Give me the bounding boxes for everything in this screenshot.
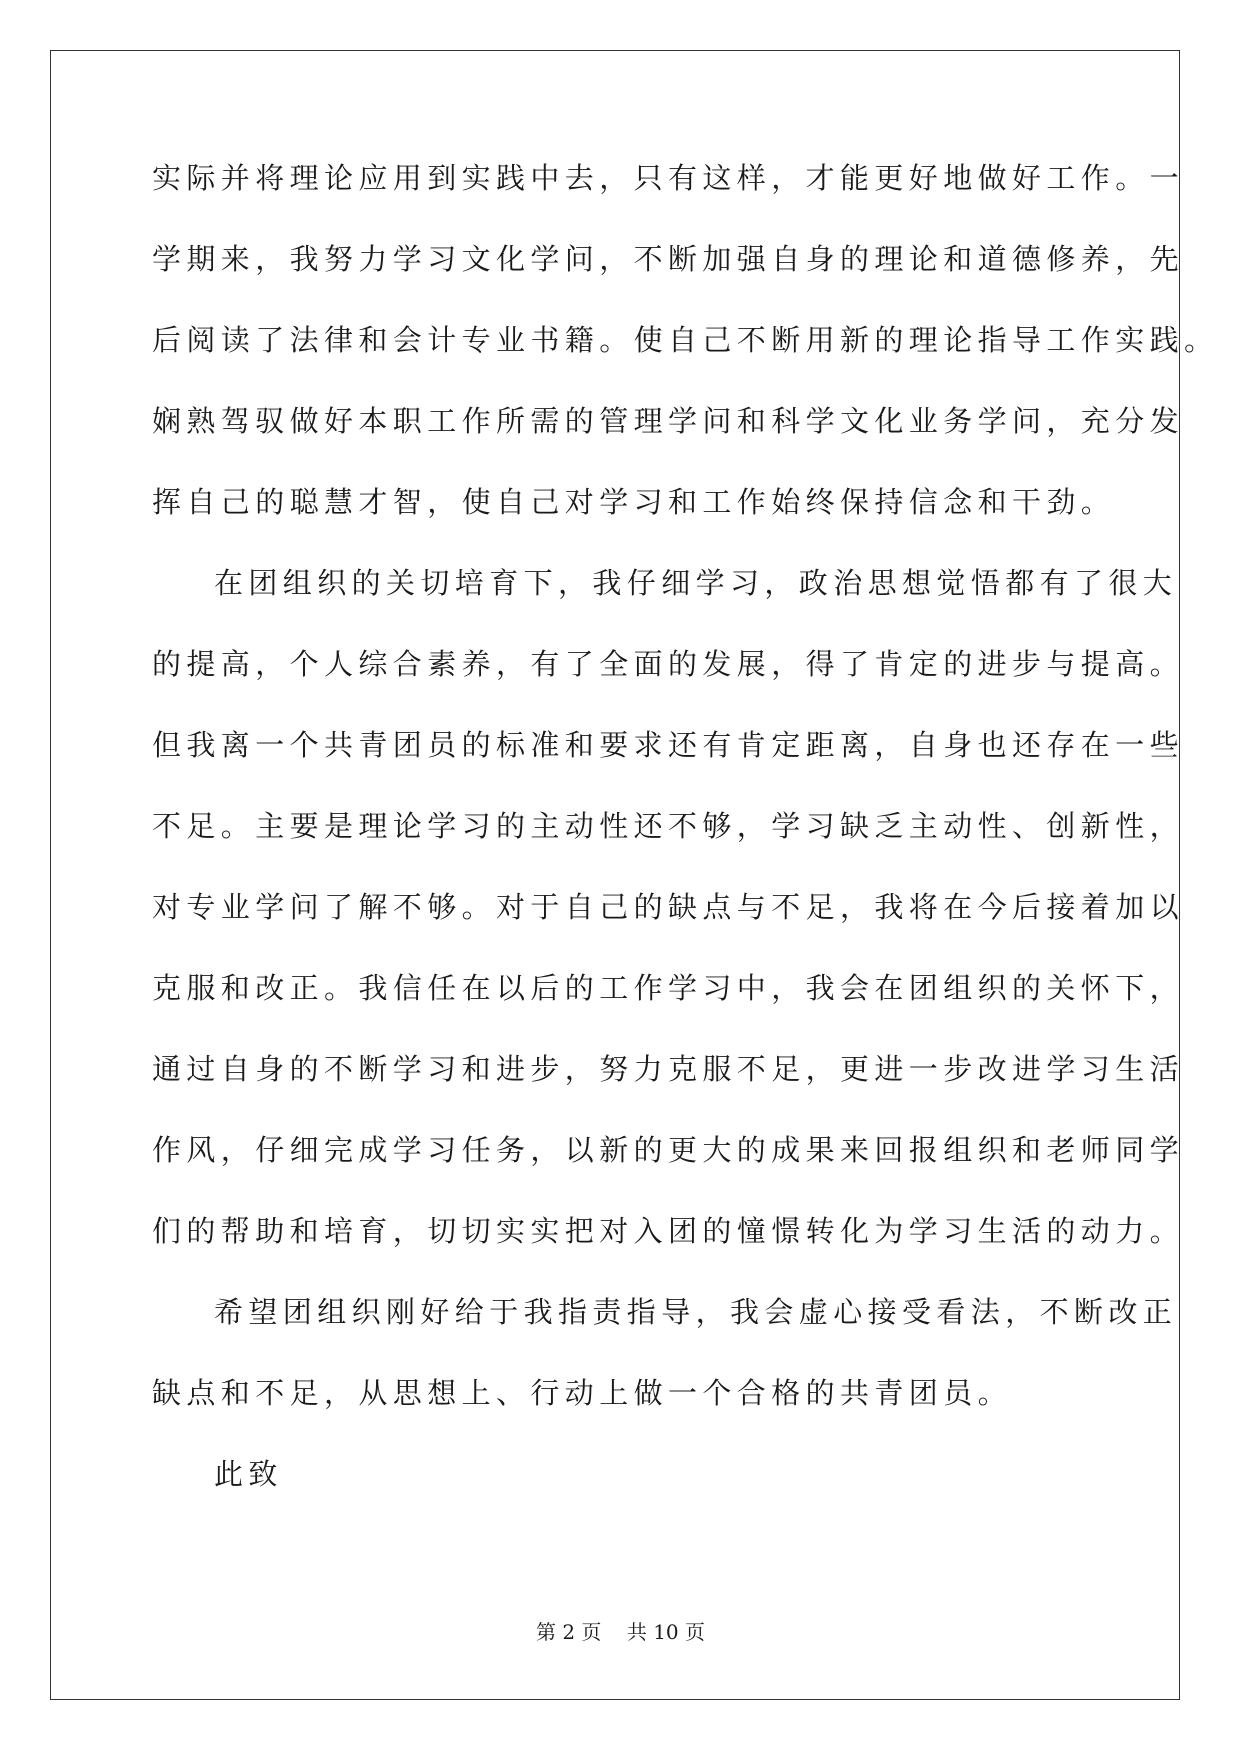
text-line: 后阅读了法律和会计专业书籍。使自己不断用新的理论指导工作实践。 bbox=[152, 323, 1219, 357]
text-line: 们的帮助和培育，切切实实把对入团的憧憬转化为学习生活的动力。 bbox=[152, 1214, 1185, 1248]
text-line: 通过自身的不断学习和进步，努力克服不足，更进一步改进学习生活 bbox=[152, 1052, 1185, 1086]
text-line: 克服和改正。我信任在以后的工作学习中，我会在团组织的关怀下， bbox=[152, 971, 1185, 1005]
text-line: 的提高，个人综合素养，有了全面的发展，得了肯定的进步与提高。 bbox=[152, 647, 1185, 681]
paragraph-start-line: 希望团组织刚好给于我指责指导，我会虚心接受看法，不断改正 bbox=[214, 1295, 1178, 1329]
text-line: 作风，仔细完成学习任务，以新的更大的成果来回报组织和老师同学 bbox=[152, 1133, 1185, 1167]
text-line: 不足。主要是理论学习的主动性还不够，学习缺乏主动性、创新性， bbox=[152, 809, 1185, 843]
page-number-footer: 第 2 页 共 10 页 bbox=[535, 1620, 706, 1644]
text-line: 实际并将理论应用到实践中去，只有这样，才能更好地做好工作。一 bbox=[152, 161, 1185, 195]
text-line: 对专业学问了解不够。对于自己的缺点与不足，我将在今后接着加以 bbox=[152, 890, 1185, 924]
text-line: 挥自己的聪慧才智，使自己对学习和工作始终保持信念和干劲。 bbox=[152, 485, 1116, 519]
text-line: 缺点和不足，从思想上、行动上做一个合格的共青团员。 bbox=[152, 1376, 1013, 1410]
document-body bbox=[152, 158, 1219, 1535]
closing-salutation: 此致 bbox=[214, 1457, 283, 1491]
text-line: 娴熟驾驭做好本职工作所需的管理学问和科学文化业务学问，充分发 bbox=[152, 404, 1185, 438]
text-line: 但我离一个共青团员的标准和要求还有肯定距离，自身也还存在一些 bbox=[152, 728, 1185, 762]
paragraph-start-line: 在团组织的关切培育下，我仔细学习，政治思想觉悟都有了很大 bbox=[214, 566, 1178, 600]
text-line: 学期来，我努力学习文化学问，不断加强自身的理论和道德修养，先 bbox=[152, 242, 1185, 276]
